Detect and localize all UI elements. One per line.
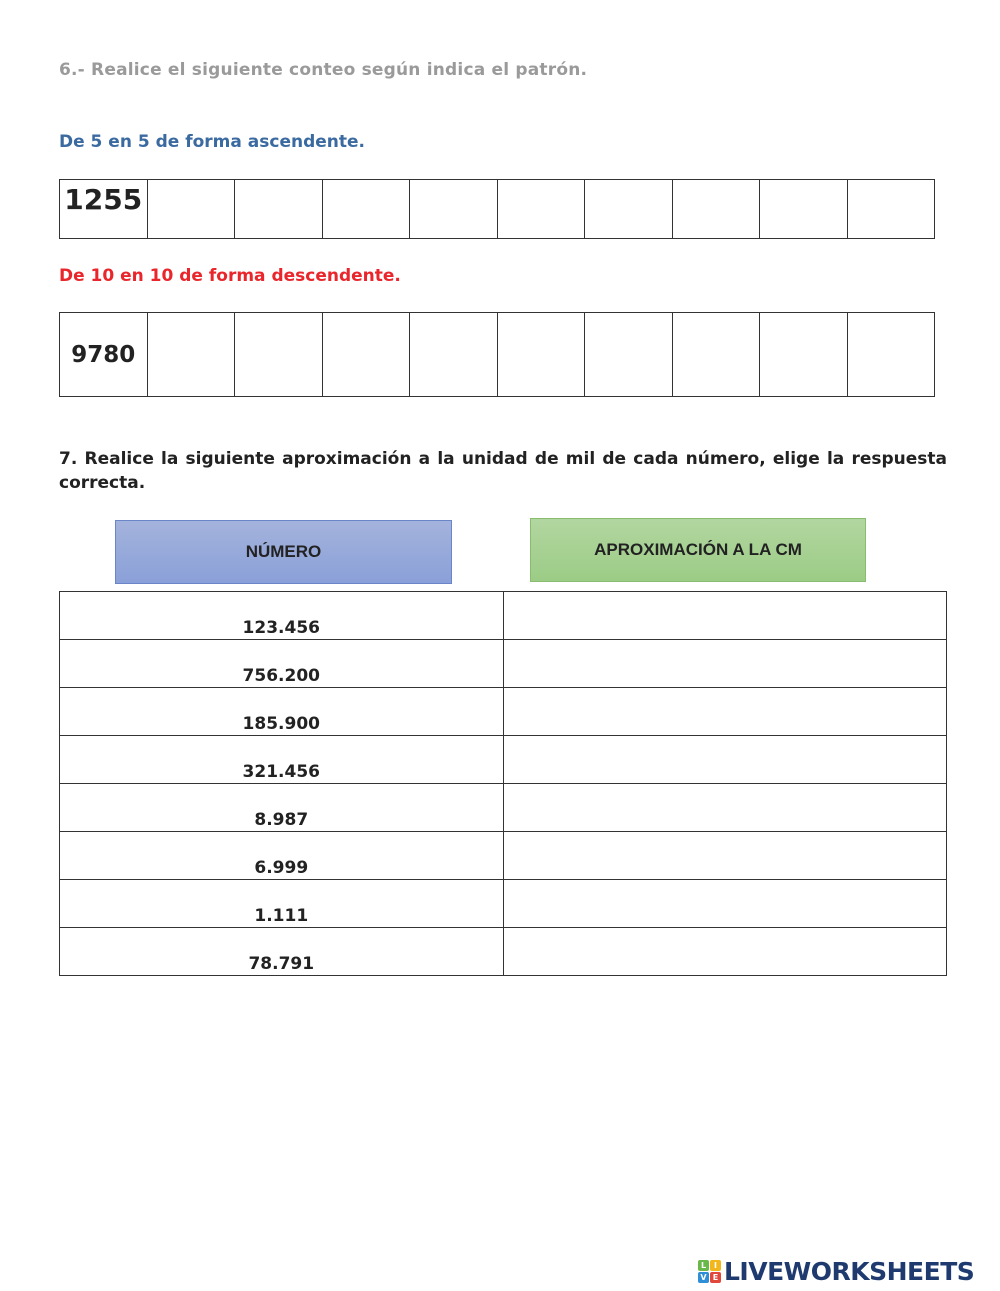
count-cell-input[interactable] <box>760 180 848 239</box>
answer-cell[interactable] <box>503 880 946 928</box>
logo-wordmark: LIVEWORKSHEETS <box>724 1257 975 1286</box>
number-cell: 78.791 <box>60 928 504 976</box>
table-row <box>60 928 947 976</box>
approximation-table <box>59 591 947 976</box>
answer-cell[interactable] <box>503 640 946 688</box>
logo-letter-i: I <box>710 1260 721 1271</box>
table-row <box>60 880 947 928</box>
count-cell-input[interactable] <box>848 180 936 239</box>
count-cell-start: 1255 <box>60 180 148 239</box>
count-cell-input[interactable] <box>585 180 673 239</box>
logo-blocks-icon <box>698 1260 721 1283</box>
table-row <box>60 784 947 832</box>
count-cell-input[interactable] <box>148 180 236 239</box>
count-cell-input[interactable] <box>585 313 673 397</box>
answer-cell[interactable] <box>503 592 946 640</box>
answer-cell[interactable] <box>503 688 946 736</box>
table-row <box>60 592 947 640</box>
number-cell: 756.200 <box>60 640 504 688</box>
count-cell-input[interactable] <box>148 313 236 397</box>
number-cell: 8.987 <box>60 784 504 832</box>
answer-cell[interactable] <box>503 784 946 832</box>
number-cell: 1.111 <box>60 880 504 928</box>
number-cell: 321.456 <box>60 736 504 784</box>
table-row <box>60 688 947 736</box>
table-row <box>60 832 947 880</box>
answer-cell[interactable] <box>503 736 946 784</box>
descending-pattern-label: De 10 en 10 de forma descendente. <box>59 266 401 286</box>
count-cell-input[interactable] <box>323 180 411 239</box>
count-cell-input[interactable] <box>760 313 848 397</box>
number-cell: 6.999 <box>60 832 504 880</box>
logo-letter-e: E <box>710 1272 721 1283</box>
count-cell-input[interactable] <box>498 313 586 397</box>
count-cell-input[interactable] <box>235 180 323 239</box>
approximation-column-header: APROXIMACIÓN A LA CM <box>530 518 866 582</box>
count-cell-start: 9780 <box>60 313 148 397</box>
question-6-title: 6.- Realice el siguiente conteo según indica el patrón. <box>59 60 588 80</box>
answer-cell[interactable] <box>503 928 946 976</box>
table-row <box>60 640 947 688</box>
count-cell-input[interactable] <box>323 313 411 397</box>
count-cell-input[interactable] <box>410 180 498 239</box>
number-column-header: NÚMERO <box>115 520 452 584</box>
count-cell-input[interactable] <box>848 313 936 397</box>
liveworksheets-logo[interactable] <box>698 1257 974 1286</box>
descending-count-grid <box>59 312 935 397</box>
count-cell-input[interactable] <box>235 313 323 397</box>
logo-letter-l: L <box>698 1260 709 1271</box>
logo-letter-v: V <box>698 1272 709 1283</box>
ascending-count-grid <box>59 179 935 239</box>
number-cell: 185.900 <box>60 688 504 736</box>
count-cell-input[interactable] <box>498 180 586 239</box>
count-cell-input[interactable] <box>410 313 498 397</box>
answer-cell[interactable] <box>503 832 946 880</box>
ascending-pattern-label: De 5 en 5 de forma ascendente. <box>59 132 365 152</box>
count-cell-input[interactable] <box>673 313 761 397</box>
count-cell-input[interactable] <box>673 180 761 239</box>
number-cell: 123.456 <box>60 592 504 640</box>
table-row <box>60 736 947 784</box>
question-7-title: 7. Realice la siguiente aproximación a la unidad de mil de cada número, elige la respuesta correcta. <box>59 449 947 493</box>
